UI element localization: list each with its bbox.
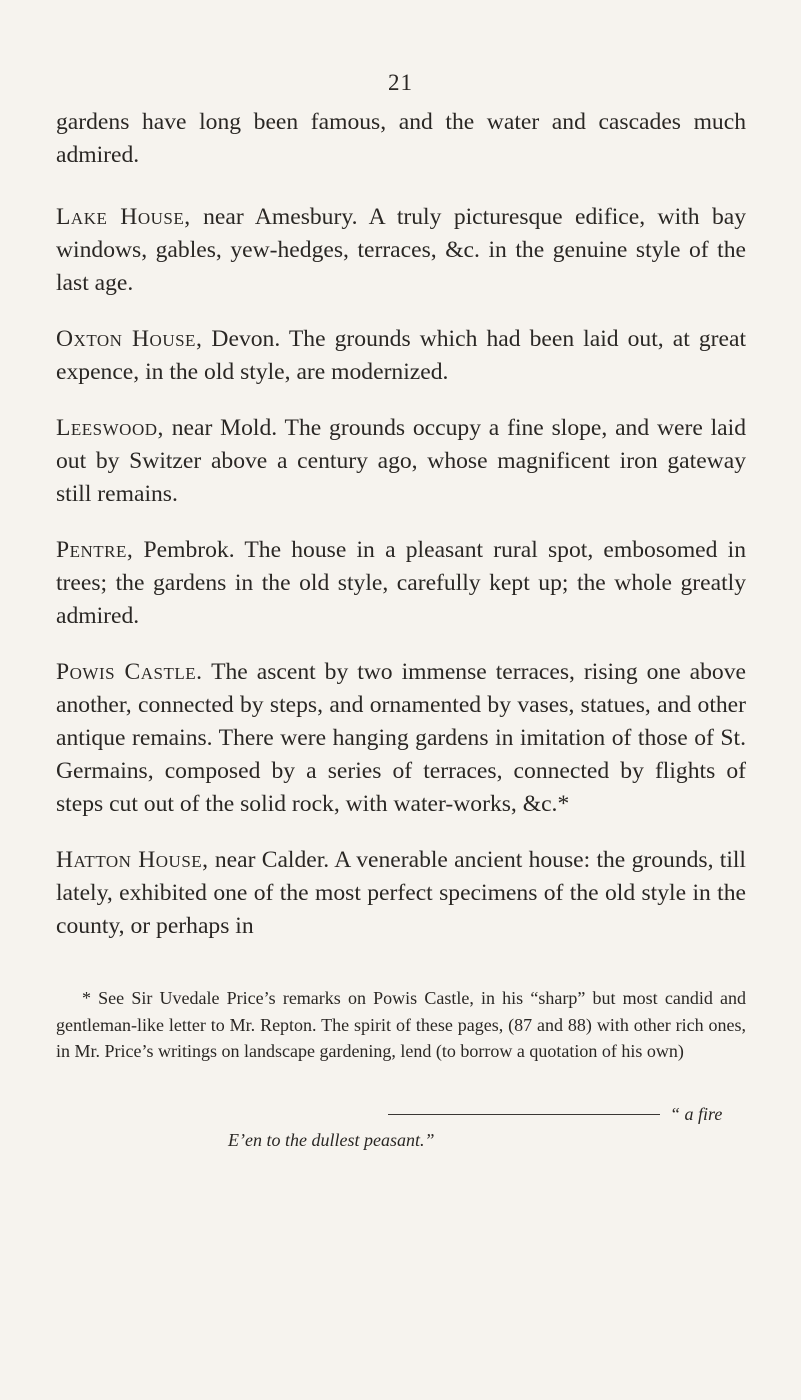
entry-heading: Pentre,	[56, 537, 134, 563]
entry-heading: Hatton House,	[56, 847, 209, 873]
body-text	[56, 106, 746, 966]
entry-pentre	[56, 534, 746, 633]
entry-heading: Lake House,	[56, 204, 191, 230]
paragraph-continuation	[56, 106, 746, 172]
entry-text: near Amesbury. A truly picturesque edifice, with bay windows, gables, yew-hedges, terraces, &c. in the genuine style of the last age.	[56, 204, 747, 296]
page-number: 21	[388, 70, 413, 95]
quotation-line-2: E’en to the dullest peasant.”	[228, 1130, 435, 1150]
entry-text: Devon. The grounds which had been laid out, at great expence, in the old style, are modernized.	[56, 326, 746, 385]
quotation-line-1	[388, 1102, 746, 1126]
footnote-text: * See Sir Uvedale Price’s remarks on Powis Castle, in his “sharp” but most candid and gentleman-like letter to Mr. Repton. The spirit of these pages, (87 and 88) with other rich ones, in Mr. Price’s writings on landscape gardening, lend (to borrow a quotation of his own)	[56, 988, 746, 1061]
entry-text: Pembrok. The house in a pleasant rural spot, embosomed in trees; the gardens in the old style, carefully kept up; the whole greatly admired.	[56, 537, 746, 629]
entry-heading: Leeswood,	[56, 415, 164, 441]
footnote	[56, 985, 746, 1065]
entry-heading: Powis Castle.	[56, 659, 203, 685]
entry-hatton-house	[56, 844, 746, 943]
entry-text: The ascent by two immense terraces, rising one above another, connected by steps, and ornamented by vases, statues, and other antique remains. There were hanging gardens in imitation of those of St. Germains, composed by a series of terraces, connected by flights of steps cut out of the solid rock, with water-works, &c.*	[56, 659, 746, 817]
entry-text: near Mold. The grounds occupy a fine slope, and were laid out by Switzer above a century ago, whose magnificent iron gateway still remains.	[56, 415, 746, 507]
entry-oxton-house	[56, 323, 746, 389]
entry-lake-house	[56, 201, 746, 300]
entry-leeswood	[56, 412, 746, 511]
entry-powis-castle	[56, 656, 746, 821]
quotation-text-1: “ a fire	[670, 1104, 723, 1124]
entry-heading: Oxton House,	[56, 326, 203, 352]
entry-text: near Calder. A venerable ancient house: the grounds, till lately, exhibited one of the most perfect specimens of the old style in the county, or perhaps in	[56, 847, 746, 939]
quotation-rule	[388, 1114, 660, 1115]
paragraph-text: gardens have long been famous, and the water and cascades much admired.	[56, 109, 746, 168]
